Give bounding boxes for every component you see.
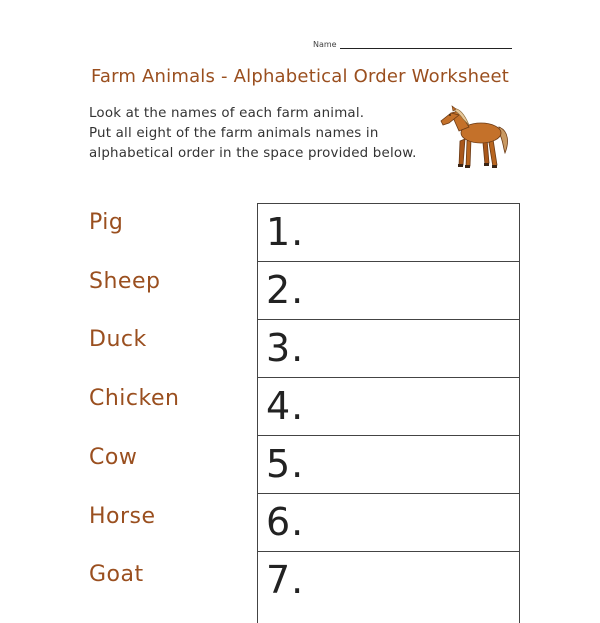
- worksheet-title: Farm Animals - Alphabetical Order Worksheet: [90, 66, 510, 87]
- answer-row[interactable]: [258, 551, 519, 610]
- animal-name: Horse: [89, 504, 156, 529]
- answer-number: 4.: [266, 384, 305, 428]
- answer-number: 2.: [266, 268, 305, 312]
- answer-number: 1.: [266, 210, 305, 254]
- instruction-line: alphabetical order in the space provided below.: [89, 146, 417, 161]
- name-line[interactable]: [340, 38, 512, 49]
- animal-name: Sheep: [89, 269, 161, 294]
- animal-name: Pig: [89, 210, 124, 235]
- answer-number: 3.: [266, 326, 305, 370]
- answer-row[interactable]: [258, 261, 519, 320]
- answer-row[interactable]: [258, 377, 519, 436]
- animal-name: Duck: [89, 327, 147, 352]
- answer-box: [257, 203, 520, 623]
- answer-row[interactable]: [258, 203, 519, 262]
- answer-number: 7.: [266, 558, 305, 602]
- answer-row[interactable]: [258, 435, 519, 494]
- instruction-line: Put all eight of the farm animals names in: [89, 126, 379, 141]
- answer-row[interactable]: [258, 319, 519, 378]
- horse-icon: [437, 103, 513, 173]
- animal-name: Goat: [89, 562, 144, 587]
- answer-number: 5.: [266, 442, 305, 486]
- answer-number: 6.: [266, 500, 305, 544]
- instruction-line: Look at the names of each farm animal.: [89, 106, 365, 121]
- name-field[interactable]: [313, 38, 512, 49]
- name-label: Name: [313, 40, 337, 49]
- instructions: [89, 104, 417, 164]
- animal-name: Chicken: [89, 386, 180, 411]
- answer-row[interactable]: [258, 493, 519, 552]
- animal-name: Cow: [89, 445, 138, 470]
